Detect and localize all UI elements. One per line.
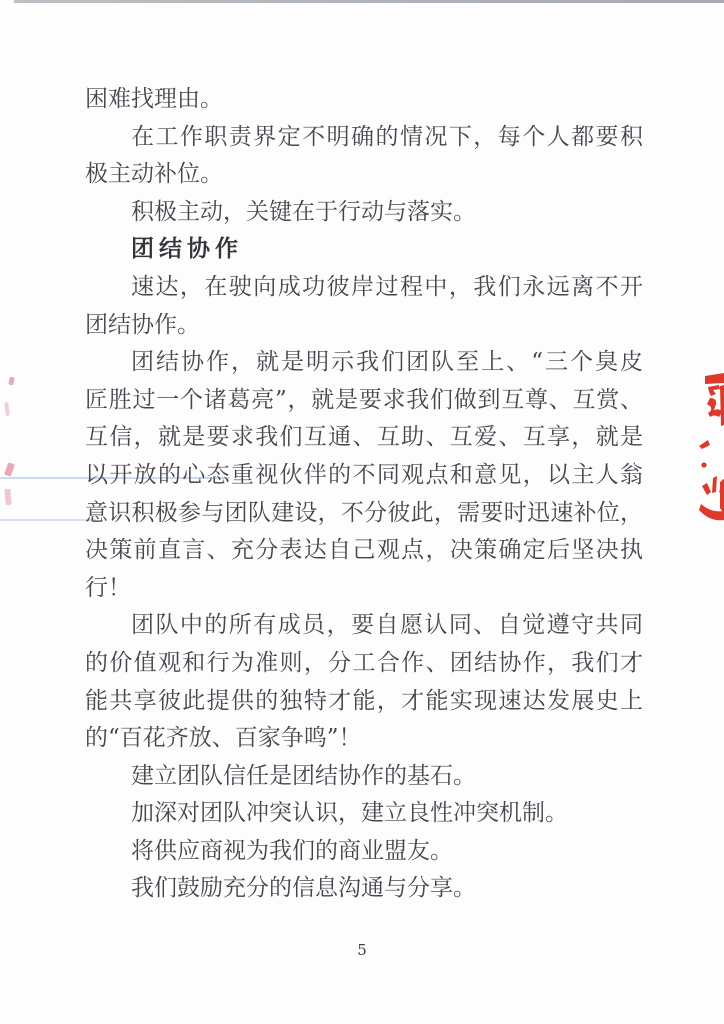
text-line: 意识积极参与团队建设，不分彼此，需要时迅速补位， [85,499,643,526]
text-line: 能共享彼此提供的独特才能，才能实现速达发展史上 [85,687,643,714]
text-line: 互信，就是要求我们互通、互助、互爱、互享，就是 [85,424,643,451]
text-line: 加深对团队冲突认识，建立良性冲突机制。 [131,800,568,827]
text-line: 以开放的心态重视伙伴的不同观点和意见，以主人翁 [85,461,643,488]
text-line: 团结协作。 [85,311,200,338]
text-line: 在工作职责界定不明确的情况下，每个人都要积 [131,123,643,150]
scanner-edge-artifact [14,0,724,3]
text-line: 积极主动，关键在于行动与落实。 [131,198,476,225]
text-line: 困难找理由。 [85,86,223,112]
scan-line-artifact [0,519,96,521]
stamp-strokes [699,373,724,520]
text-line: 的价值观和行为准则，分工合作、团结协作，我们才 [85,649,643,676]
text-line: 建立团队信任是团结协作的基石。 [131,762,476,789]
text-line: 速达，在驶向成功彼岸过程中，我们永远离不开 [131,273,643,300]
text-line: 将供应商视为我们的商业盟友。 [131,837,453,864]
text-line: 我们鼓励充分的信息沟通与分享。 [131,875,476,902]
text-line: 决策前直言、充分表达自己观点，决策确定后坚决执 [85,537,643,564]
red-ink-speck [8,377,15,386]
red-ink-speck [4,462,15,477]
page-number: 5 [357,941,367,959]
text-line: 团队中的所有成员，要自愿认同、自觉遵守共同 [131,612,643,639]
text-block [85,81,643,908]
text-line: 的“百花齐放、百家争鸣”！ [85,725,362,752]
text-line: 匠胜过一个诸葛亮”，就是要求我们做到互尊、互赏、 [85,386,643,413]
red-stamp-fragment [698,370,724,530]
red-ink-speck [4,402,10,416]
section-heading: 团结协作 [131,236,243,263]
text-line: 团结协作，就是明示我们团队至上、“三个臭皮 [131,349,643,376]
text-line: 极主动补位。 [85,161,223,188]
text-line: 行！ [85,574,131,601]
red-ink-speck [4,489,11,505]
